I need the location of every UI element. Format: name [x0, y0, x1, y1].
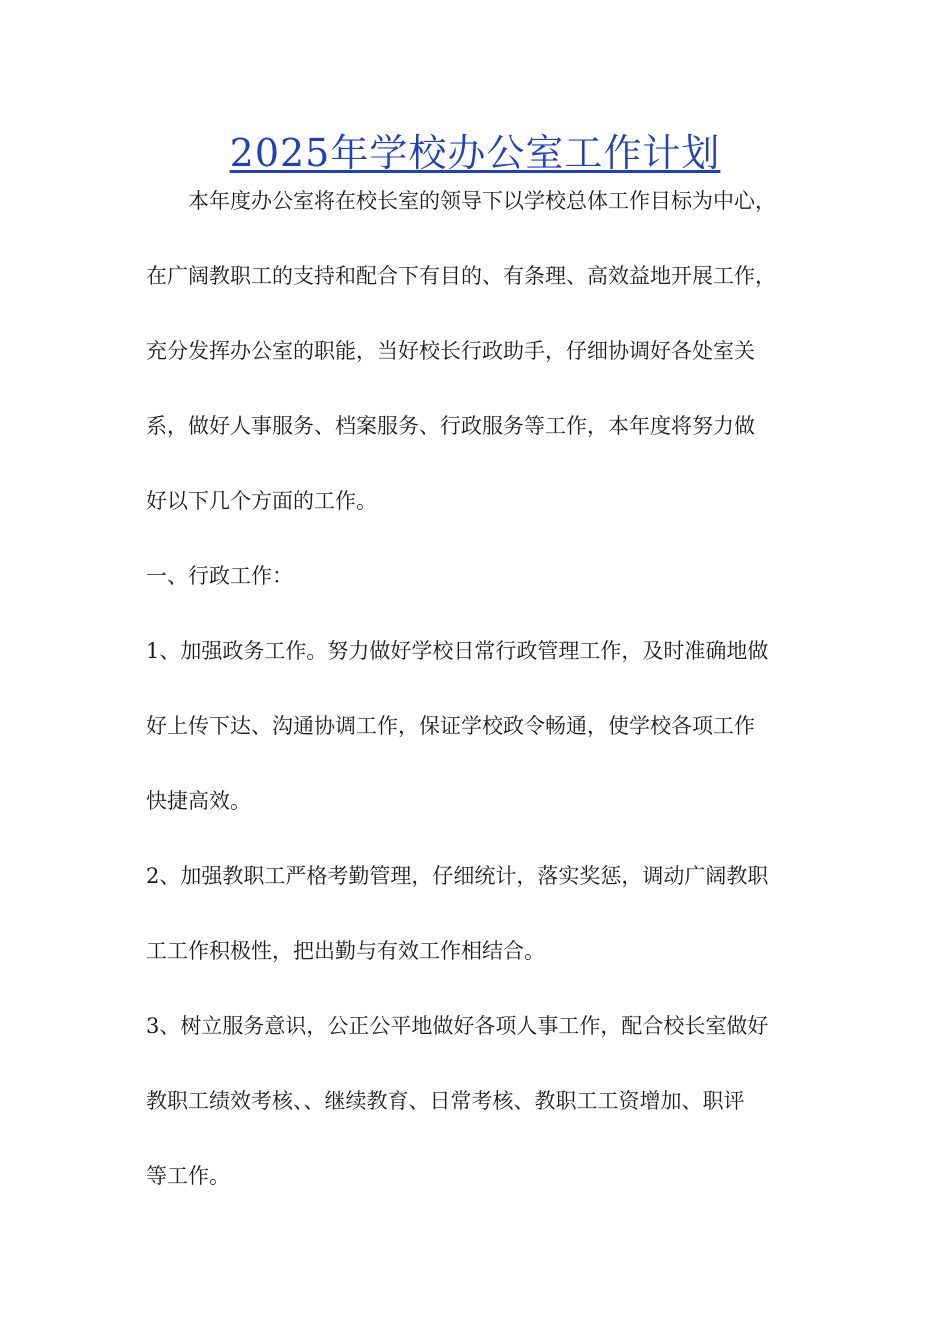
item-1-line-3: 快捷高效。: [146, 789, 251, 813]
item-3-line-2: 教职工绩效考核、、继续教育、日常考核、教职工工资增加、职评: [146, 1089, 745, 1113]
paragraph-line-1: 本年度办公室将在校长室的领导下以学校总体工作目标为中心，: [188, 189, 776, 213]
item-1-line-2: 好上传下达、沟通协调工作，保证学校政令畅通，使学校各项工作: [146, 714, 755, 738]
item-3-line-1: 3、树立服务意识，公正公平地做好各项人事工作，配合校长室做好: [146, 1014, 769, 1038]
document-title: 2025年学校办公室工作计划: [229, 131, 721, 175]
item-1-line-1: 1、加强政务工作。努力做好学校日常行政管理工作，及时准确地做: [146, 639, 769, 663]
item-3-line-3: 等工作。: [146, 1164, 230, 1188]
paragraph-line-2: 在广阔教职工的支持和配合下有目的、有条理、高效益地开展工作，: [146, 264, 776, 288]
paragraph-line-5: 好以下几个方面的工作。: [146, 489, 377, 513]
section-heading: 一、行政工作：: [146, 564, 293, 588]
item-2-line-2: 工工作积极性，把出勤与有效工作相结合。: [146, 939, 545, 963]
paragraph-line-3: 充分发挥办公室的职能，当好校长行政助手，仔细协调好各处室关: [146, 339, 755, 363]
paragraph-line-4: 系，做好人事服务、档案服务、行政服务等工作，本年度将努力做: [146, 414, 755, 438]
item-2-line-1: 2、加强教职工严格考勤管理，仔细统计，落实奖惩，调动广阔教职: [146, 864, 769, 888]
